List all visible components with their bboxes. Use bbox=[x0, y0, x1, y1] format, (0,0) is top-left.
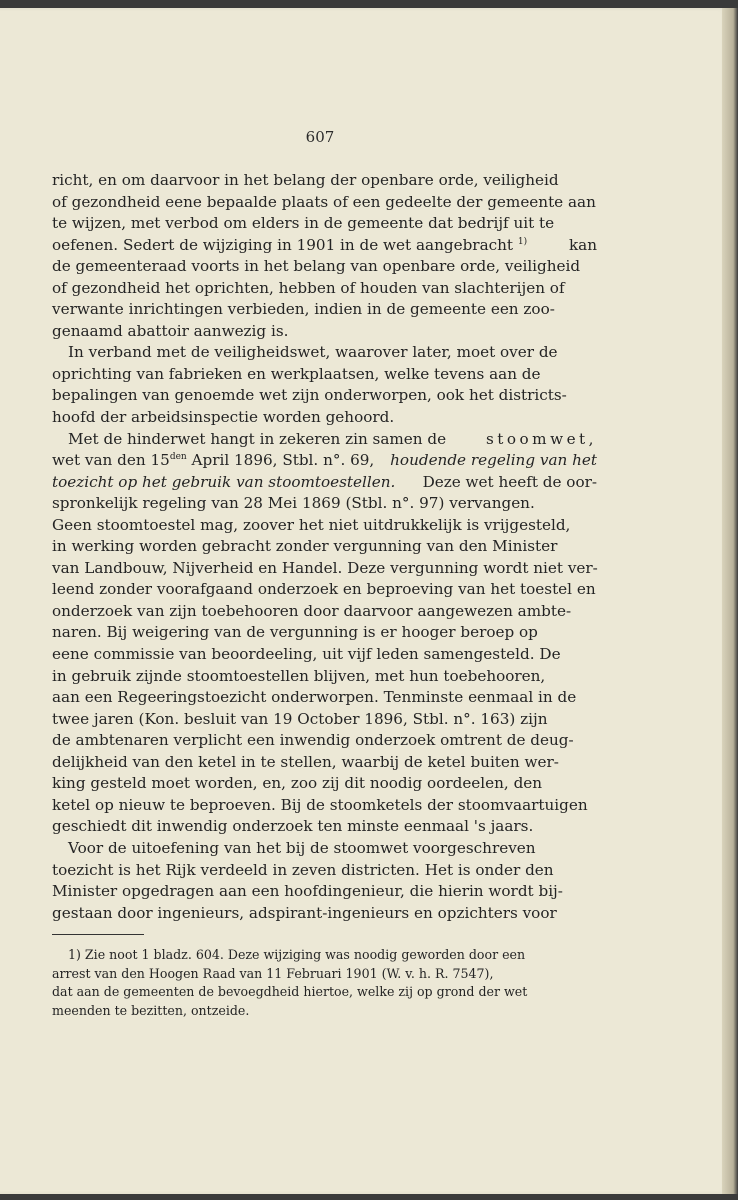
paragraph-start: Met de hinderwet hangt in zekeren zin samen de stoomwet, bbox=[52, 429, 597, 451]
text-line: Geen stoomtoestel mag, zoover het niet uitdrukkelijk is vrijgesteld, bbox=[52, 515, 571, 534]
text-line: ketel op nieuw te beproeven. Bij de stoomketels der stoomvaartuigen bbox=[52, 795, 588, 814]
text-line: gestaan door ingenieurs, adspirant-ingenieurs en opzichters voor bbox=[52, 903, 557, 922]
text-line: bepalingen van genoemde wet zijn onderworpen, ook het districts- bbox=[52, 386, 567, 405]
footnote-line: dat aan de gemeenten de bevoegdheid hiertoe, welke zij op grond der wet bbox=[52, 984, 528, 1000]
text-line: verwante inrichtingen verbieden, indien in de gemeente een zoo- bbox=[52, 300, 555, 319]
text-line: te wijzen, met verbod om elders in de gemeente dat bedrijf uit te bbox=[52, 214, 555, 233]
footnote-reference: 1) bbox=[517, 236, 528, 247]
page-number: 607 bbox=[305, 128, 335, 146]
body-text bbox=[52, 170, 597, 924]
text-line: wet van den $15^{den}$ April 1896, Stbl. n°. 69, houdende regeling van het bbox=[52, 451, 597, 470]
text-line: in werking worden gebracht zonder vergunning van den Minister bbox=[52, 537, 558, 556]
paragraph-start: In verband met de veiligheidswet, waarover later, moet over de bbox=[68, 343, 558, 362]
text-line: aan een Regeeringstoezicht onderworpen. Tenminste eenmaal in de bbox=[52, 688, 577, 707]
paragraph-start: Voor de uitoefening van het bij de stoomwet voorgeschreven bbox=[68, 838, 536, 857]
text-line: oefenen. Sedert de wijziging in 1901 in de wet aangebracht $^{1)}$ kan bbox=[52, 235, 597, 254]
text-line: naren. Bij weigering van de vergunning is er hooger beroep op bbox=[52, 623, 538, 642]
text-line: leend zonder voorafgaand onderzoek en beproeving van het toestel en bbox=[52, 580, 596, 599]
footnote-line: meenden te bezitten, ontzeide. bbox=[52, 1002, 250, 1018]
footnote bbox=[52, 946, 597, 1020]
text-line: toezicht op het gebruik van stoomtoestellen. Deze wet heeft de oor- bbox=[52, 472, 597, 491]
text-line: richt, en om daarvoor in het belang der openbare orde, veiligheid bbox=[52, 171, 559, 189]
text-line: oprichting van fabrieken en werkplaatsen, welke tevens aan de bbox=[52, 364, 541, 383]
footnote-line: 1) Zie noot 1 bladz. 604. Deze wijziging was noodig geworden door een bbox=[68, 947, 526, 962]
footnote-divider bbox=[52, 934, 144, 935]
text-line: van Landbouw, Nijverheid en Handel. Deze vergunning wordt niet ver- bbox=[52, 558, 598, 577]
text-line: genaamd abattoir aanwezig is. bbox=[52, 321, 289, 340]
spaced-term: stoomwet, bbox=[485, 429, 597, 448]
text-line: delijkheid van den ketel in te stellen, waarbij de ketel buiten wer- bbox=[52, 752, 559, 771]
text-line: de gemeenteraad voorts in het belang van openbare orde, veiligheid bbox=[52, 257, 581, 276]
text-line: geschiedt dit inwendig onderzoek ten minste eenmaal 's jaars. bbox=[52, 817, 534, 836]
text-line: in gebruik zijnde stoomtoestellen blijven, met hun toebehooren, bbox=[52, 666, 546, 685]
text-line: spronkelijk regeling van 28 Mei 1869 (Stbl. n°. 97) vervangen. bbox=[52, 494, 535, 513]
text-line: de ambtenaren verplicht een inwendig onderzoek omtrent de deug- bbox=[52, 731, 574, 750]
text-line: hoofd der arbeidsinspectie worden gehoord. bbox=[52, 408, 395, 427]
text-line: twee jaren (Kon. besluit van 19 October 1896, Stbl. n°. 163) zijn bbox=[52, 709, 548, 728]
text-line: of gezondheid het oprichten, hebben of houden van slachterijen of bbox=[52, 278, 565, 297]
page-edge bbox=[722, 8, 738, 1194]
text-line: toezicht is het Rijk verdeeld in zeven districten. Het is onder den bbox=[52, 860, 554, 879]
text-line: onderzoek van zijn toebehooren door daarvoor aangewezen ambte- bbox=[52, 601, 572, 620]
text-line: king gesteld moet worden, en, zoo zij dit noodig oordeelen, den bbox=[52, 774, 543, 793]
text-line: eene commissie van beoordeeling, uit vijf leden samengesteld. De bbox=[52, 645, 561, 664]
text-line: of gezondheid eene bepaalde plaats of een gedeelte der gemeente aan bbox=[52, 192, 596, 211]
footnote-line: arrest van den Hoogen Raad van 11 Februari 1901 (W. v. h. R. 7547), bbox=[52, 965, 494, 981]
text-line: Minister opgedragen aan een hoofdingenieur, die hierin wordt bij- bbox=[52, 882, 563, 901]
